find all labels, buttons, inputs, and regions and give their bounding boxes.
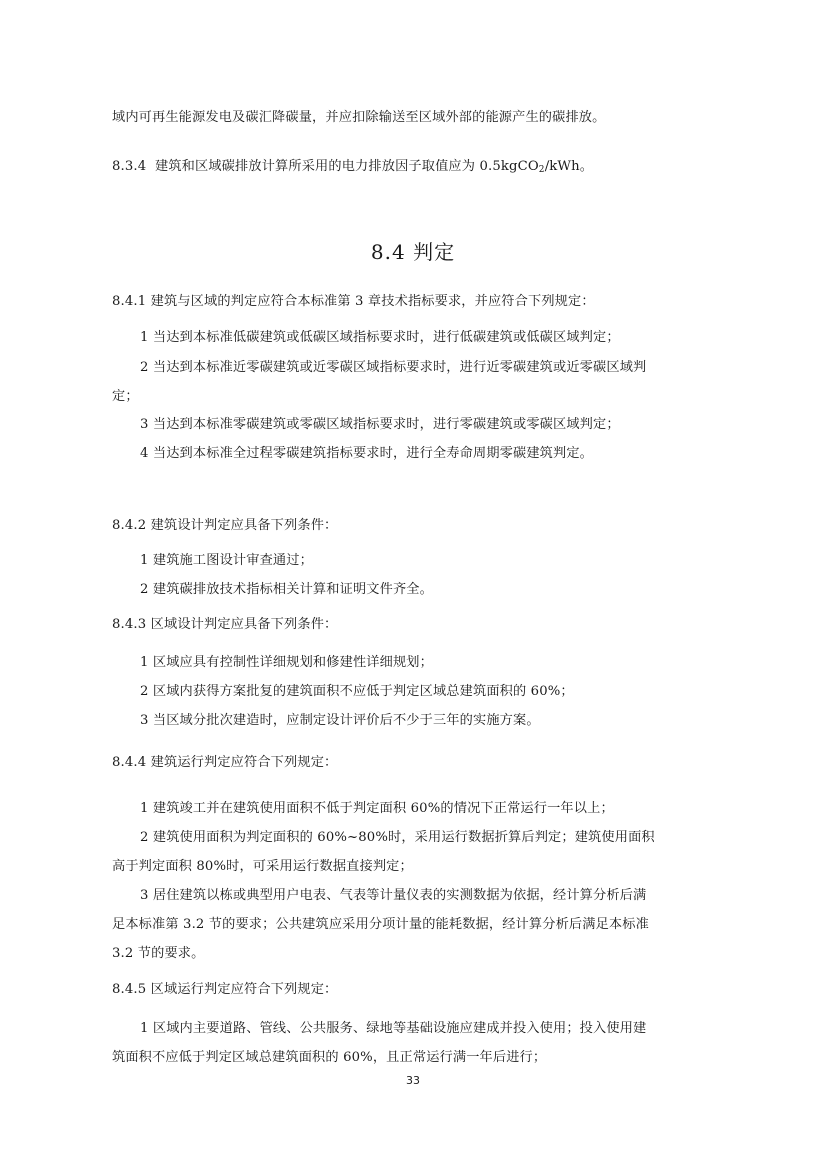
clause-text: 建筑和区域碳排放计算所采用的电力排放因子取值应为 0.5kgCO	[155, 159, 539, 174]
list-item-continuation: 3.2 节的要求。	[112, 946, 205, 961]
list-item: 1 建筑竣工并在建筑使用面积不低于判定面积 60%的情况下正常运行一年以上；	[140, 801, 614, 816]
list-item: 1 当达到本标准低碳建筑或低碳区域指标要求时，进行低碳建筑或低碳区域判定；	[140, 330, 620, 345]
clause-8-4-3-head: 8.4.3 区域设计判定应具备下列条件：	[112, 617, 338, 632]
list-item: 3 当区域分批次建造时，应制定设计评价后不少于三年的实施方案。	[140, 713, 540, 728]
list-item: 3 居住建筑以栋或典型用户电表、气表等计量仪表的实测数据为依据，经计算分析后满	[140, 888, 647, 903]
clause-text-unit: /kWh。	[544, 159, 594, 174]
clause-8-4-2-head: 8.4.2 建筑设计判定应具备下列条件：	[112, 518, 338, 533]
list-item: 2 当达到本标准近零碳建筑或近零碳区域指标要求时，进行近零碳建筑或近零碳区域判	[140, 360, 647, 375]
clause-8-3-4	[112, 155, 593, 175]
list-item-continuation: 足本标准第 3.2 节的要求；公共建筑应采用分项计量的能耗数据，经计算分析后满足本标准	[112, 917, 649, 932]
list-item: 1 区域应具有控制性详细规划和修建性详细规划；	[140, 655, 433, 670]
list-item: 3 当达到本标准零碳建筑或零碳区域指标要求时，进行零碳建筑或零碳区域判定；	[140, 417, 620, 432]
list-item: 2 区域内获得方案批复的建筑面积不应低于判定区域总建筑面积的 60%；	[140, 684, 574, 699]
list-item-continuation: 定；	[112, 389, 139, 404]
section-title: 8.4 判定	[370, 240, 456, 264]
clause-8-4-5-head: 8.4.5 区域运行判定应符合下列规定：	[112, 982, 338, 997]
page-number: 33	[406, 1074, 420, 1087]
list-item: 4 当达到本标准全过程零碳建筑指标要求时，进行全寿命周期零碳建筑判定。	[140, 446, 594, 461]
list-item: 1 建筑施工图设计审查通过；	[140, 553, 313, 568]
list-item: 2 建筑使用面积为判定面积的 60%~80%时，采用运行数据折算后判定；建筑使用面积	[140, 830, 655, 845]
subscript: 2	[538, 165, 545, 175]
list-item-continuation: 高于判定面积 80%时，可采用运行数据直接判定；	[112, 859, 413, 874]
list-item: 1 区域内主要道路、管线、公共服务、绿地等基础设施应建成并投入使用；投入使用建	[140, 1021, 647, 1036]
clause-8-4-4-head: 8.4.4 建筑运行判定应符合下列规定：	[112, 755, 338, 770]
clause-8-4-1-head: 8.4.1 建筑与区域的判定应符合本标准第 3 章技术指标要求，并应符合下列规定：	[112, 294, 595, 309]
continued-paragraph: 域内可再生能源发电及碳汇降碳量，并应扣除输送至区域外部的能源产生的碳排放。	[112, 110, 606, 125]
clause-number: 8.3.4	[112, 159, 147, 174]
list-item-continuation: 筑面积不应低于判定区域总建筑面积的 60%，且正常运行满一年后进行；	[112, 1050, 547, 1065]
list-item: 2 建筑碳排放技术指标相关计算和证明文件齐全。	[140, 582, 433, 597]
